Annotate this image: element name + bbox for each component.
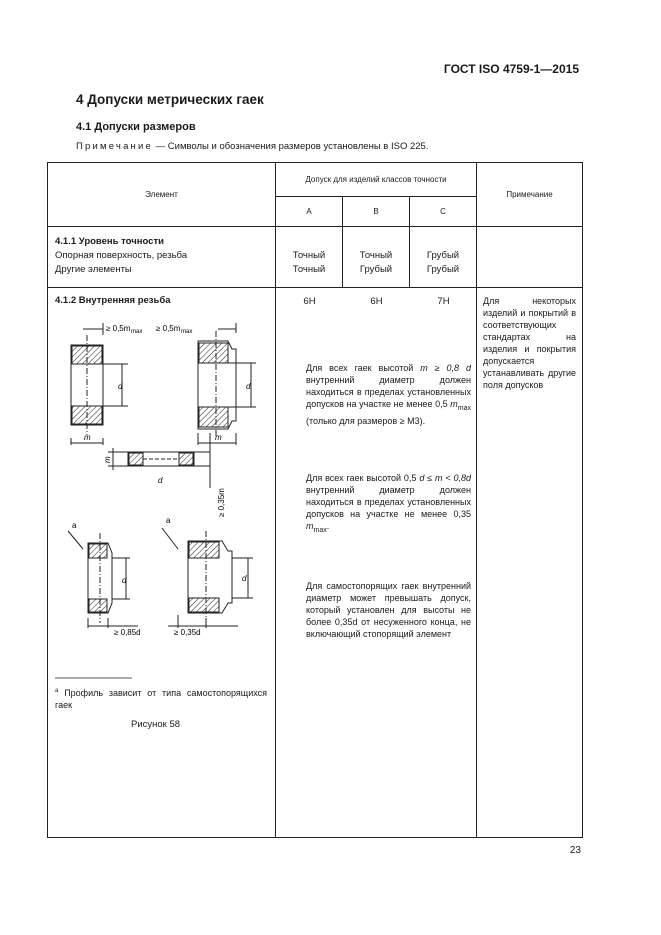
nut-thread-drawings [48, 313, 276, 713]
row-accuracy-line1: Опорная поверхность, резьба [55, 250, 188, 261]
section-title: 4 Допуски метрических гаек [76, 92, 264, 107]
dim-d-5: d [242, 574, 247, 583]
dim-a-1: a [72, 521, 77, 530]
cond1: m ≥ 0,8 d [420, 363, 471, 373]
p2b: внутренний диаметр должен находиться в пределах установленных допусков на участке не менее 0,35 [306, 485, 471, 519]
row-accuracy-a [276, 227, 343, 288]
row-thread-remark: Для некоторых изделий и покрытий в соответствующих стандартах на изделия и покрытия допускается устанавливать другие поля допусков [477, 288, 583, 838]
dim-a-2: a [166, 516, 171, 525]
p1a: Для всех гаек высотой [306, 363, 421, 373]
dim-m-2: m [215, 433, 222, 442]
value: Точный [292, 264, 326, 275]
row-thread-c: 7Н [437, 296, 450, 307]
dim-035d: ≥ 0,35d [174, 628, 201, 637]
p1b: внутренний диаметр должен находиться в пределах установленных допусков на участке не менее 0,5 [306, 375, 471, 409]
row-thread-values [276, 288, 477, 838]
dim-m: m [84, 433, 91, 442]
p2a: Для всех гаек высотой 0,5 [306, 473, 420, 483]
header-class-b: В [343, 197, 410, 227]
dim-m-3: m [103, 456, 112, 463]
standard-number: ГОСТ ISO 4759-1—2015 [443, 62, 579, 76]
footnote-text: Профиль зависит от типа самостопорящихся гаек [55, 688, 267, 710]
paragraph-2: Для всех гаек высотой 0,5 d ≤ m < 0,8d внутренний диаметр должен находиться в пределах установленных допусков на участке не менее 0,35 $m_{max}$. [306, 473, 472, 534]
max-sub: max [457, 404, 471, 412]
value: Точный [292, 250, 326, 261]
note [76, 141, 428, 152]
dim-max-2: max [181, 329, 193, 335]
dim-05m-2: ≥ 0,5m [156, 324, 181, 333]
header-remark: Примечание [477, 163, 583, 227]
dim-max: max [131, 329, 143, 335]
dim-05m: ≥ 0,5m [106, 324, 131, 333]
row-accuracy-title: 4.1.1 Уровень точности [55, 236, 164, 247]
paragraph-3: Для самостопорящих гаек внутренний диаметр может превышать допуск, который установлен для высоты не более 0,35d от несуженного конца, не включающий стопорящий элемент [306, 581, 471, 639]
p1c: (только для размеров ≥ М3). [306, 415, 426, 426]
header-tolerance: Допуск для изделий классов точности [276, 163, 477, 197]
figure-caption: Рисунок 58 [131, 719, 181, 730]
row-thread-title: 4.1.2 Внутренняя резьба [55, 295, 171, 306]
dim-d-2: d [246, 382, 251, 391]
page-number: 23 [569, 845, 581, 856]
dim-d-4: d [122, 576, 127, 585]
row-accuracy-remark [477, 227, 583, 288]
row-thread-a: 6Н [303, 296, 316, 307]
dim-d-3: d [158, 476, 163, 485]
note-text: — Символы и обозначения размеров установлены в ISO 225. [153, 141, 429, 152]
value: Грубый [426, 250, 460, 261]
paragraph-1 [306, 362, 471, 427]
header-element: Элемент [48, 163, 276, 227]
header-class-c: С [410, 197, 477, 227]
row-thread-b: 6Н [370, 296, 383, 307]
footnote: $^a$ Профиль зависит от типа самостопорящихся гаек [55, 688, 267, 710]
subsection-title: 4.1 Допуски размеров [76, 121, 196, 133]
dim-d: d [118, 382, 123, 391]
row-accuracy-element [48, 227, 276, 288]
row-accuracy-c [410, 227, 477, 288]
row-accuracy-line2: Другие элементы [55, 264, 132, 275]
value: Грубый [359, 264, 393, 275]
tolerance-table [47, 162, 583, 838]
m-max: m [450, 399, 458, 409]
value: Грубый [426, 264, 460, 275]
cond2: d ≤ m < 0,8d [419, 473, 472, 483]
note-label: Примечание [76, 141, 153, 152]
dim-035m: ≥ 0,35m [217, 488, 226, 517]
header-class-a: А [276, 197, 343, 227]
value: Точный [359, 250, 393, 261]
max-sub-2: max [313, 526, 327, 534]
m-max-2: m [306, 521, 314, 531]
row-thread-element [48, 288, 276, 838]
row-accuracy-b [343, 227, 410, 288]
dim-085d: ≥ 0,85d [114, 628, 141, 637]
